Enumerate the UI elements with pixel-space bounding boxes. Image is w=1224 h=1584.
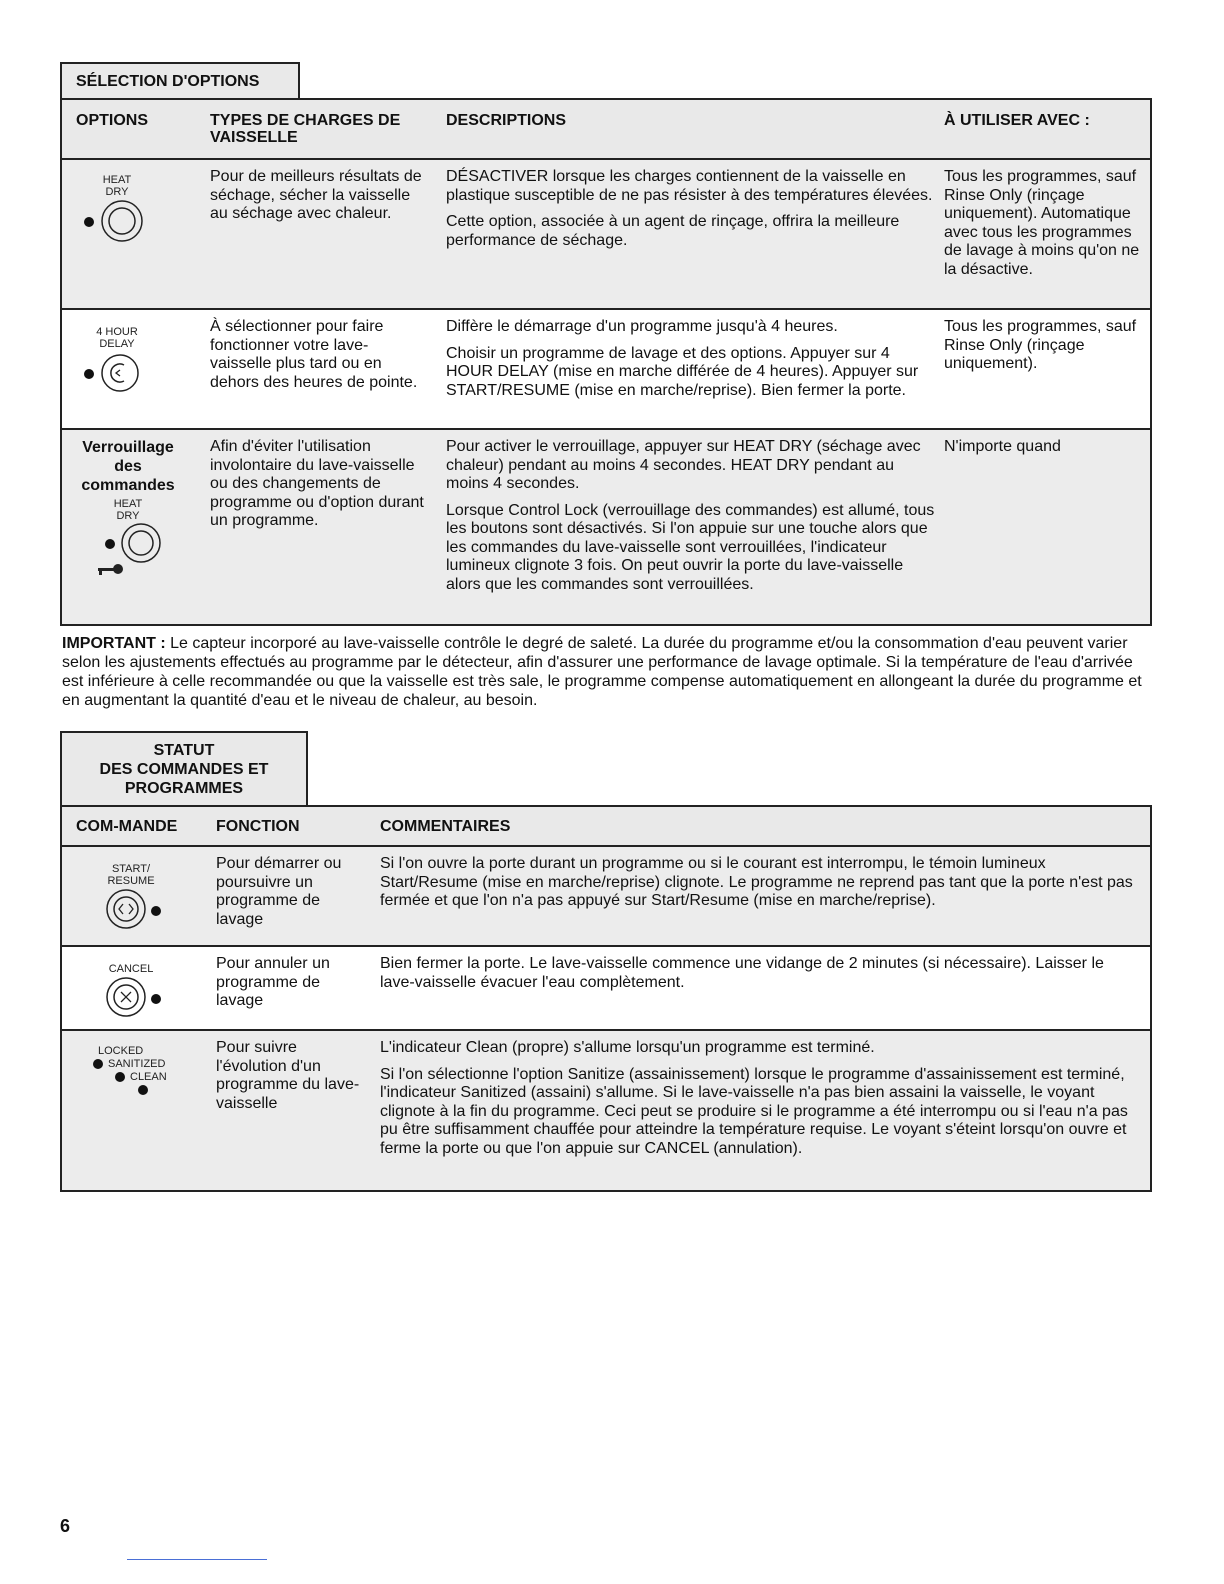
header-control: COM-MANDE: [76, 818, 178, 835]
control-lock-key-icon[interactable]: [68, 522, 188, 584]
header-descriptions: DESCRIPTIONS: [446, 112, 567, 129]
status-section-title-line: PROGRAMMES: [124, 780, 244, 797]
description-paragraph: Choisir un programme de lavage et des options. Appuyer sur 4 HOUR DELAY (mise en marche différée de 4 heures). Appuyer sur START/RESUME (mise en marche/reprise). Bien fermer la porte.: [446, 344, 919, 399]
option-use-with-heat-dry: Tous les programmes, sauf Rinse Only (rinçage uniquement). Automatique avec tous les programmes de lavage à moins qu'on ne la désactive.: [944, 168, 1140, 278]
option-control-lock: [68, 438, 188, 584]
description-paragraph: DÉSACTIVER lorsque les charges contiennent de la vaisselle en plastique susceptible de ne pas résister à des températures élevées.: [446, 168, 933, 204]
status-section-title-tab: [60, 731, 308, 807]
option-label-line: HEAT: [102, 174, 132, 186]
status-comments-start-resume: [380, 855, 1140, 919]
control-label-line: CANCEL: [108, 963, 154, 975]
option-description-control-lock: [446, 438, 936, 602]
description-paragraph: Cette option, associée à un agent de rinçage, offrira la meilleure performance de séchage.: [446, 213, 900, 249]
options-section-title-tab: [60, 62, 300, 100]
option-row-heat-dry: [62, 160, 1150, 310]
comment-paragraph: L'indicateur Clean (propre) s'allume lorsqu'un programme est terminé.: [380, 1039, 875, 1056]
comment-paragraph: Si l'on sélectionne l'option Sanitize (assainissement) lorsque le programme d'assainissement est terminé, l'indicateur Sanitized (assaini) s'allume. Si le lave-vaisselle n'a pas bien assaini la vaisselle, le voyant clignote à la fin du programme. Ceci peut se produire si le programme a été interrompu ou si l'eau n'a pas pu être suffisamment chauffée pour atteindre la température requise. Le voyant s'éteint lorsqu'on ouvre et ferme la porte ou que l'on appuie sur CANCEL (annulation).: [380, 1065, 1128, 1157]
description-paragraph: Lorsque Control Lock (verrouillage des commandes) est allumé, tous les boutons sont désactivés. Si l'on appuie sur une touche alors que les commandes du lave-vaisselle sont verrouillées, l'indicateur lumineux clignote 3 fois. On peut ouvrir la porte du lave-vaisselle alors que les commandes sont verrouillées.: [446, 501, 935, 593]
status-section-title-line: STATUT: [153, 742, 215, 759]
option-description-heat-dry: [446, 168, 936, 258]
option-types-delay: À sélectionner pour faire fonctionner votre lave-vaisselle plus tard ou en dehors des heures de pointe.: [210, 318, 418, 391]
indicator-label-clean: CLEAN: [130, 1071, 167, 1083]
comment-paragraph: Bien fermer la porte. Le lave-vaisselle commence une vidange de 2 minutes (si nécessaire). Laisser le lave-vaisselle évacuer l'eau complètement.: [380, 955, 1104, 991]
header-load-types: TYPES DE CHARGES DE VAISSELLE: [210, 112, 401, 146]
important-text: Le capteur incorporé au lave-vaisselle contrôle le degré de saleté. La durée du programme et/ou la consommation d'eau peuvent varier selon les ajustements effectués au programme par le détecteur, afin d'assurer une performance de lavage optimale. Si la température de l'eau d'arrivée est inférieure à celle recommandée ou que la vaisselle est très sale, le programme compense automatiquement en allongeant la durée du programme et en augmentant la quantité d'eau et le niveau de chaleur, au besoin.: [62, 635, 1142, 709]
description-paragraph: Diffère le démarrage d'un programme jusqu'à 4 heures.: [446, 318, 838, 335]
indicator-light-locked: [93, 1059, 103, 1069]
option-description-delay: [446, 318, 936, 408]
header-options: OPTIONS: [76, 112, 149, 129]
header-comments: COMMENTAIRES: [380, 818, 511, 835]
option-label-line: DELAY: [99, 338, 135, 350]
heat-dry-button-icon[interactable]: [76, 198, 158, 244]
options-section-title: SÉLECTION D'OPTIONS: [76, 73, 260, 90]
option-row-control-lock: [62, 430, 1150, 624]
control-label-line: RESUME: [107, 875, 155, 887]
comment-paragraph: Si l'on ouvre la porte durant un programme ou si le courant est interrompu, le témoin lumineux Start/Resume (mise en marche/reprise) clignote. Le programme ne reprend pas tant que la porte n'est pas fermée et que l'on n'a pas appuyé sur Start/Resume (mise en marche/reprise).: [380, 855, 1133, 909]
control-lock-name: Verrouillage des commandes: [81, 439, 175, 494]
status-comments-indicators: [380, 1039, 1140, 1166]
important-label: IMPORTANT :: [62, 635, 166, 652]
indicator-light-sanitized: [115, 1072, 125, 1082]
important-note: [62, 634, 1152, 710]
start-resume-button-icon[interactable]: [86, 887, 176, 933]
control-label-line: START/: [111, 863, 151, 875]
status-function-start-resume: Pour démarrer ou poursuivre un programme de lavage: [216, 855, 342, 928]
option-label-line: DRY: [116, 510, 140, 522]
option-use-with-delay: Tous les programmes, sauf Rinse Only (rinçage uniquement).: [944, 318, 1137, 372]
indicator-label-sanitized: SANITIZED: [108, 1058, 166, 1070]
status-indicator-lights-icon: [88, 1043, 198, 1113]
status-function-cancel: Pour annuler un programme de lavage: [216, 955, 330, 1009]
option-row-delay: [62, 310, 1150, 430]
delay-button-icon[interactable]: [76, 350, 158, 396]
header-use-with: À UTILISER AVEC :: [944, 112, 1090, 129]
footer-rule: [127, 1559, 267, 1560]
status-row-cancel: [62, 947, 1150, 1031]
header-function: FONCTION: [216, 818, 300, 835]
status-control-cancel: [86, 963, 176, 1021]
description-paragraph: Pour activer le verrouillage, appuyer sur HEAT DRY (séchage avec chaleur) pendant au moins 4 secondes. HEAT DRY pendant au moins 4 secondes.: [446, 438, 921, 492]
option-control-heat-dry: [76, 174, 158, 244]
option-use-with-control-lock: N'importe quand: [944, 438, 1061, 455]
option-types-control-lock: Afin d'éviter l'utilisation involontaire du lave-vaisselle ou des changements de programme ou d'option durant un programme.: [210, 438, 424, 529]
status-function-indicators: Pour suivre l'évolution d'un programme du lave-vaisselle: [216, 1039, 360, 1112]
option-label-line: 4 HOUR: [96, 326, 138, 338]
option-label-line: HEAT: [113, 498, 143, 510]
status-section-title-line: DES COMMANDES ET: [99, 761, 269, 778]
status-table-header: [62, 807, 1150, 847]
option-label-line: DRY: [105, 186, 129, 198]
cancel-button-icon[interactable]: [86, 975, 176, 1021]
option-control-delay: [76, 326, 158, 396]
options-table: [60, 98, 1152, 626]
status-table: [60, 805, 1152, 1192]
status-control-start-resume: [86, 863, 176, 933]
indicator-label-locked: LOCKED: [98, 1045, 144, 1057]
indicator-light-clean: [138, 1085, 148, 1095]
status-row-start-resume: [62, 847, 1150, 947]
options-table-header: [62, 100, 1150, 160]
status-comments-cancel: [380, 955, 1140, 1000]
status-row-indicators: [62, 1031, 1150, 1190]
page-number: 6: [60, 1516, 71, 1536]
option-types-heat-dry: Pour de meilleurs résultats de séchage, sécher la vaisselle au séchage avec chaleur.: [210, 168, 422, 222]
